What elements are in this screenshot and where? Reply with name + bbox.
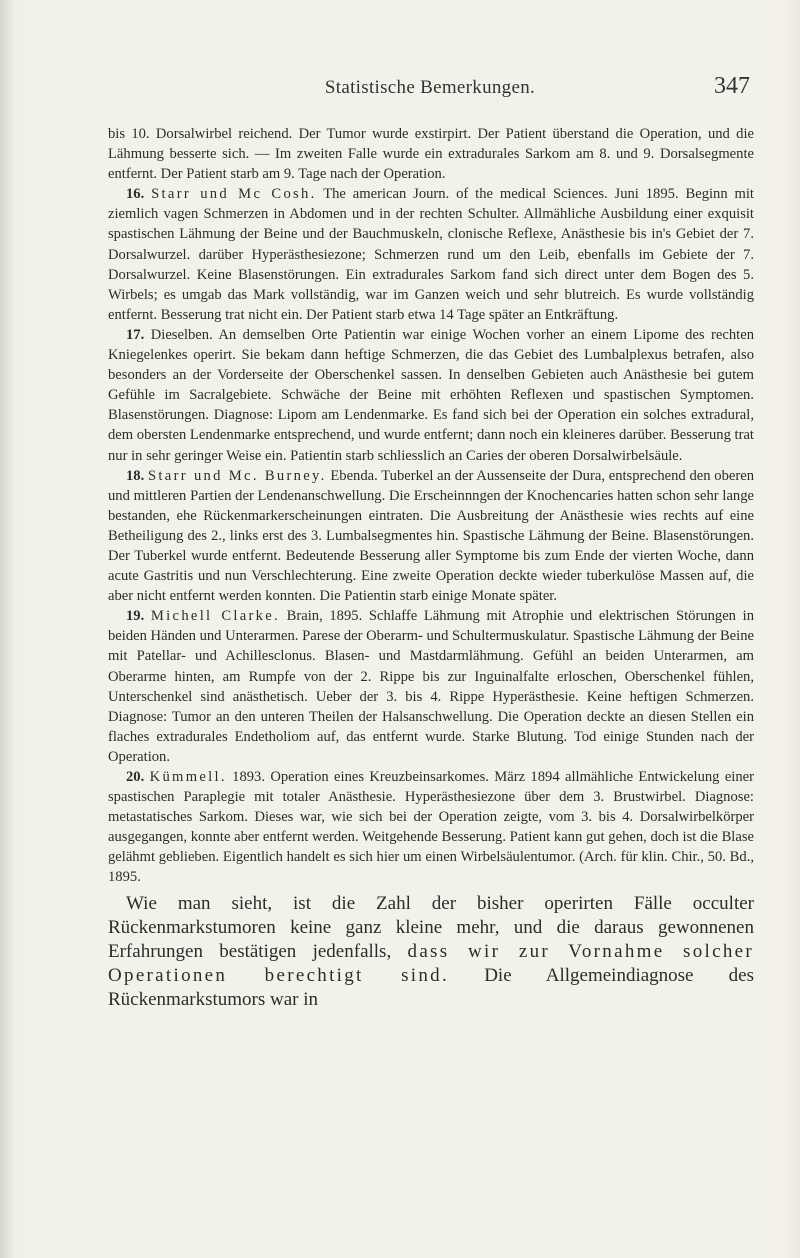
running-head: Statistische Bemerkungen. [324, 77, 536, 98]
body-text [108, 124, 754, 1012]
case-text: Brain, 1895. Schlaffe Lähmung mit Atrophie und elektrischen Störungen in beiden Händen und Unterarmen. Parese der Oberarm- und Schultermuskulatur. Spastische Lähmung der Beine mit Patellar- und Achillesclonus. Blasen- und Mastdarmlähmung. Gefühl an beiden Unterarmen, am Oberarme hinten, am Rumpfe von der 2. Rippe bis zur Inguinalfalte erloschen, Oberschenkel fühlen, Unterschenkel sind anästhetisch. Ueber der 3. bis 4. Rippe Hyperästhesie. Keine heftigen Schmerzen. Diagnose: Tumor an den unteren Theilen der Halsanschwellung. Die Operation deckte an diesen Stellen ein flaches extradurales Endetholiom auf, das entfernt wurde. Starke Blutung. Tod einige Stunden nach der Operation. [108, 608, 754, 765]
case-17-paragraph [108, 325, 754, 466]
page-header [110, 73, 750, 103]
page-number: 347 [714, 73, 750, 99]
case-number: 19. [126, 608, 145, 625]
case-authors: Starr und Mc. Burney. [148, 467, 327, 484]
case-16-paragraph [108, 184, 754, 325]
continuation-paragraph: bis 10. Dorsalwirbel reichend. Der Tumor wurde exstirpirt. Der Patient überstand die Operation, und die Lähmung besserte sich. — Im zweiten Falle wurde ein extradurales Sarkom am 8. und 9. Dorsalsegmente entfernt. Der Patient starb am 9. Tage nach der Operation. [108, 126, 754, 183]
conclusion-text-start: Wie man sieht, ist die Zahl der bisher operirten Fälle occulter Rückenmarkstumoren keine ganz kleine mehr, und die daraus gewonnenen Erfahrungen bestätigen jedenfalls, [108, 892, 754, 962]
case-19-paragraph [108, 606, 754, 767]
case-number: 18. [126, 467, 145, 484]
case-number: 16. [126, 186, 145, 203]
case-text: An demselben Orte Patientin war einige Wochen vorher an einem Lipome des rechten Kniegelenkes operirt. Sie bekam dann heftige Schmerzen, die das Gebiet des Lumbalplexus betrafen, also besonders an der Vorderseite der Oberschenkel sassen. In denselben Gebieten auch Anästhesie bei gutem Gefühle im Sacralgebiete. Schwäche der Beine mit erhöhten Reflexen und spastischen Symptomen. Blasenstörungen. Diagnose: Lipom am Lendenmarke. Es fand sich bei der Operation ein solches extradural, dem obersten Lendenmarke entsprechend, und wurde entfernt; dann noch ein kleineres darüber. Besserung trat nur in sehr geringer Weise ein. Patientin starb schliesslich an Caries der oberen Dorsalwirbelsäule. [108, 326, 754, 464]
case-20-paragraph [108, 767, 754, 888]
case-authors: Michell Clarke. [150, 608, 280, 625]
conclusion-text-end: Die Allgemeindiagnose des Rückenmarkstumors war in [108, 964, 754, 1010]
case-authors: Starr und Mc Cosh. [151, 186, 317, 203]
conclusion-emphasis: dass wir zur Vornahme solcher Operationen berechtigt sind. [108, 940, 755, 986]
case-text: Ebenda. Tuberkel an der Aussenseite der Dura, entsprechend den oberen und mittleren Partien der Lendenanschwellung. Die Erscheinnngen der Knochencaries hatten schon sehr lange bestanden, ehe Rückenmarkerscheinungen eintraten. Die Ausbreitung der Anästhesie wies rechts auf eine Betheiligung des 2., links erst des 3. Lumbalsegmentes hin. Spastische Lähmung der Beine. Blasenstörungen. Der Tuberkel wurde entfernt. Bedeutende Besserung aller Symptome bis zum Ende der vierten Woche, dann acute Gastritis und nun Verschlechterung. Eine zweite Operation deckte wieder tuberkulöse Massen auf, die aber nicht entfernt werden konnten. Die Patientin starb einige Monate später. [108, 467, 754, 605]
case-18-paragraph [108, 466, 754, 607]
case-authors: Dieselben. [150, 326, 213, 343]
conclusion-section [108, 892, 754, 1012]
case-text: The american Journ. of the medical Sciences. Juni 1895. Beginn mit ziemlich vagen Schmerzen in Abdomen und in der rechten Schulter. Allmähliche Ausbildung einer exquisit spastischen Lähmung der Beine und der Bauchmuskeln, clonische Reflexe, Anästhesie bis in's Gebiet der 7. Dorsalwurzel. darüber Hyperästhesiezone; Schmerzen rund um den Leib, ebenfalls im Gebiete der 7. Dorsalwurzel. Keine Blasenstörungen. Ein extradurales Sarkom fand sich direct unter dem Bogen des 5. Wirbels; es umgab das Mark vollständig, war im Ganzen weich und sehr blutreich. Es wurde vollständig entfernt. Besserung trat nicht ein. Der Patient starb etwa 14 Tage später an Entkräftung. [108, 186, 754, 323]
case-number: 17. [126, 326, 145, 343]
page-gutter-shadow [0, 0, 14, 1258]
case-text: 1893. Operation eines Kreuzbeinsarkomes. März 1894 allmähliche Entwickelung einer spastischen Paraplegie mit totaler Anästhesie. Hyperästhesiezone über dem 3. Brustwirbel. Diagnose: metastatisches Sarkom. Dieses war, wie sich bei der Operation zeigte, vom 3. bis 4. Dorsalwirbelkörper ausgegangen, konnte aber entfernt werden. Weitgehende Besserung. Patient kann gut gehen, doch ist die Blase gelähmt geblieben. Eigentlich handelt es sich hier um einen Wirbelsäulentumor. (Arch. für klin. Chir., 50. Bd., 1895. [108, 769, 754, 886]
case-number: 20. [126, 769, 145, 785]
conclusion-paragraph [108, 892, 754, 1012]
case-authors: Kümmell. [149, 769, 227, 785]
